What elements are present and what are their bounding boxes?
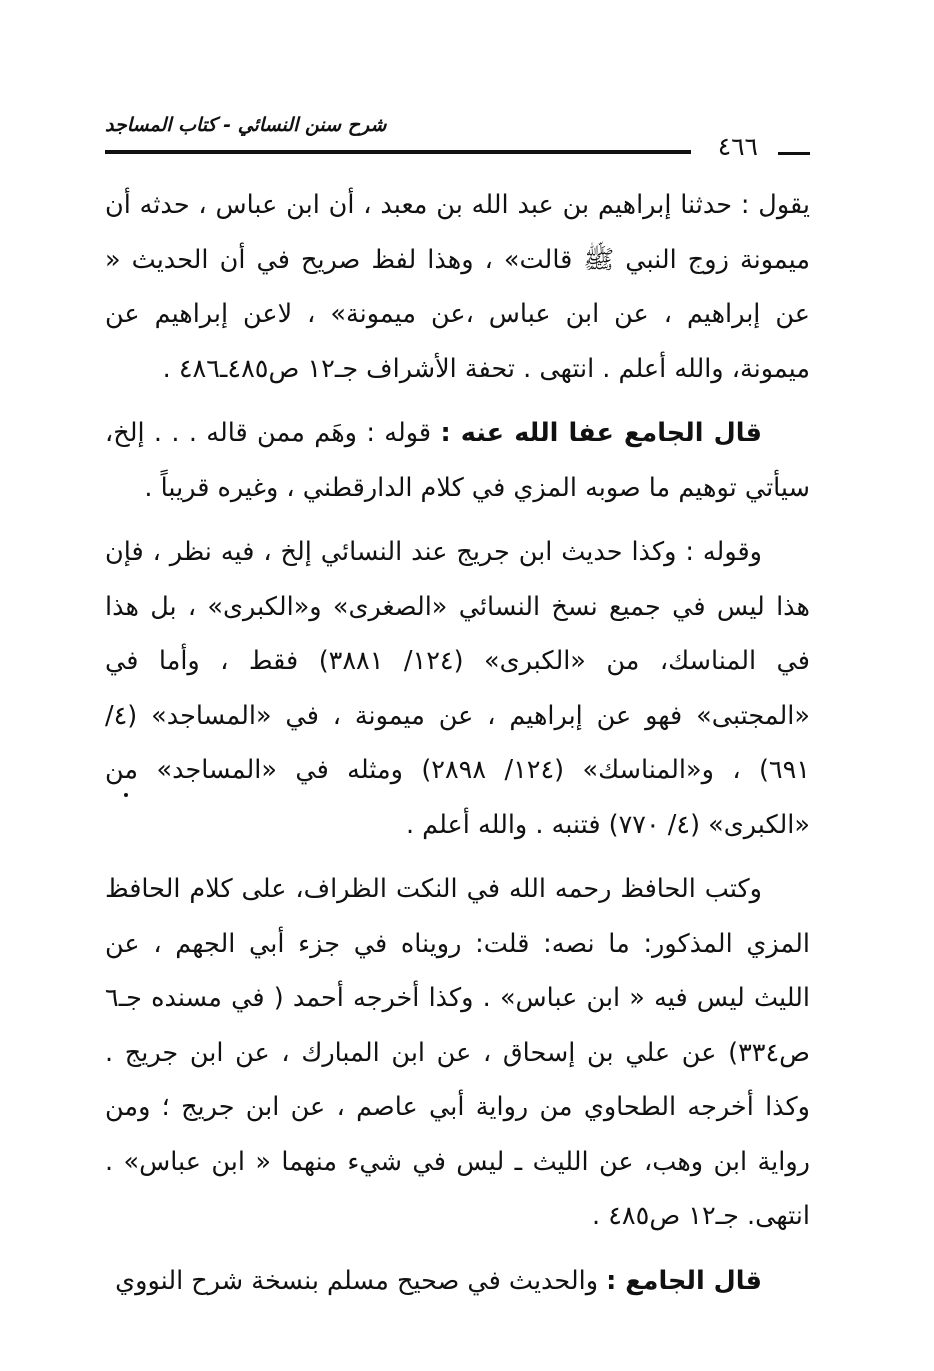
paragraph-2 xyxy=(105,406,810,515)
paragraph-2-text: قوله : وهَم ممن قاله . . . إلخ، سيأتي توهيم ما صوبه المزي في كلام الدارقطني ، وغيره قريباً . xyxy=(105,418,810,503)
header-rule xyxy=(105,150,691,154)
paragraph-4 xyxy=(105,862,810,1244)
paragraph-4-text: وكتب الحافظ رحمه الله في النكت الظراف، على كلام الحافظ المزي المذكور: ما نصه: قلت: رويناه في جزء أبي الجهم ، عن الليث ليس فيه « ابن عباس» . وكذا أخرجه أحمد ( في مسنده جـ٦ ص٣٣٤) عن علي بن إسحاق ، عن ابن المبارك ، عن ابن جريج . وكذا أخرجه الطحاوي من رواية أبي عاصم ، عن ابن جريج ؛ ومن رواية ابن وهب، عن الليث ـ ليس في شيء منهما « ابن عباس» . انتهى. جـ١٢ ص٤٨٥ . xyxy=(105,874,810,1231)
paragraph-1-text: يقول : حدثنا إبراهيم بن عبد الله بن معبد ، أن ابن عباس ، حدثه أن ميمونة زوج النبي ﷺ قالت» ، وهذا لفظ صريح في أن الحديث « عن إبراهيم ، عن ابن عباس ،عن ميمونة» ، لاعن إبراهيم عن ميمونة، والله أعلم . انتهى . تحفة الأشراف جـ١٢ ص٤٨٥ـ٤٨٦ . xyxy=(105,190,810,384)
page-number-dash xyxy=(778,152,810,155)
paragraph-5 xyxy=(105,1254,810,1309)
paragraph-2-lead: قال الجامع عفا الله عنه : xyxy=(440,418,762,448)
running-header xyxy=(105,112,810,164)
paragraph-5-text: والحديث في صحيح مسلم بنسخة شرح النووي xyxy=(115,1265,607,1296)
stray-dot-mark xyxy=(124,793,128,797)
paragraph-3-text: وقوله : وكذا حديث ابن جريج عند النسائي إلخ ، فيه نظر ، فإن هذا ليس في جميع نسخ النسائي «الصغرى» و«الكبرى» ، بل هذا في المناسك، من «الكبرى» (١٢٤/ ٣٨٨١) فقط ، وأما في «المجتبى» فهو عن إبراهيم ، عن ميمونة ، في «المساجد» (٤/ ٦٩١) ، و«المناسك» (١٢٤/ ٢٨٩٨) ومثله في «المساجد» من «الكبرى» (٤/ ٧٧٠) فتنبه . والله أعلم . xyxy=(105,537,811,840)
body-text xyxy=(105,178,810,1308)
paragraph-1 xyxy=(105,178,810,396)
paragraph-5-lead: قال الجامع : xyxy=(606,1265,762,1296)
page-number: ٤٦٦ xyxy=(717,132,758,161)
paragraph-3 xyxy=(105,525,810,852)
header-title: شرح سنن النسائي - كتاب المساجد xyxy=(105,114,387,136)
